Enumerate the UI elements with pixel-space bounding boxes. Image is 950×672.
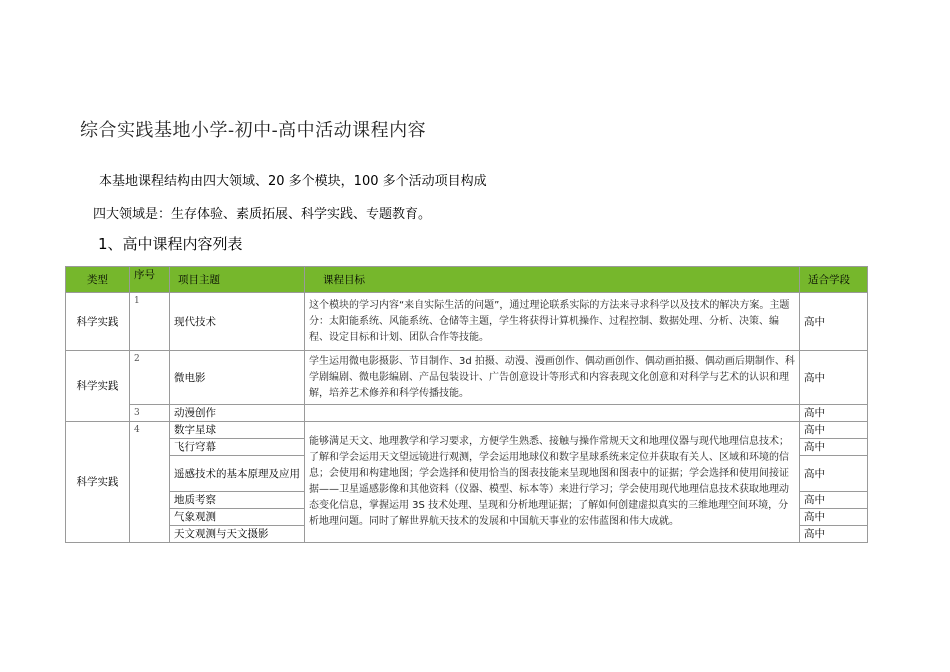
seq-cell: 2 (130, 351, 170, 405)
header-topic: 项目主题 (170, 267, 305, 293)
topic-cell: 动漫创作 (170, 405, 305, 422)
topic-cell: 遥感技术的基本原理及应用 (170, 456, 305, 492)
table-row (66, 293, 868, 351)
goal-cell: 能够满足天文、地理教学和学习要求，方便学生熟悉、接触与操作常规天文和地理仪器与现代地理信息技术；了解和学会运用天文望远镜进行观测，学会运用地球仪和数字星球系统来定位并获取有关人、区域和环境的信息；会使用和构建地图；学会选择和使用恰当的图表技能来呈现地图和图表中的证据；学会选择和使用间接证据——卫星遥感影像和其他资料（仪器、模型、标本等）来进行学习；学会使用现代地理信息技术获取地理动态变化信息，掌握运用 3S 技术处理、呈现和分析地理证据；了解如何创建虚拟真实的三维地理空间环境，分析地理问题。同时了解世界航天技术的发展和中国航天事业的宏伟蓝图和伟大成就。 (305, 422, 800, 543)
header-goal: 课程目标 (305, 267, 800, 293)
topic-cell: 地质考察 (170, 492, 305, 509)
topic-cell: 气象观测 (170, 509, 305, 526)
topic-cell: 天文观测与天文摄影 (170, 526, 305, 543)
topic-cell: 现代技术 (170, 293, 305, 351)
level-cell: 高中 (800, 509, 868, 526)
table-row (66, 405, 868, 422)
category-cell: 科学实践 (66, 293, 130, 351)
seq-cell: 4 (130, 422, 170, 543)
topic-cell: 飞行穹幕 (170, 439, 305, 456)
level-cell: 高中 (800, 526, 868, 543)
level-cell: 高中 (800, 456, 868, 492)
topic-cell: 微电影 (170, 351, 305, 405)
table-row (66, 351, 868, 405)
document-title: 综合实践基地小学-初中-高中活动课程内容 (80, 120, 427, 141)
topic-cell: 数字星球 (170, 422, 305, 439)
domains-text: 四大领域是：生存体验、素质拓展、科学实践、专题教育。 (93, 207, 432, 222)
seq-cell: 1 (130, 293, 170, 351)
level-cell: 高中 (800, 351, 868, 405)
level-cell: 高中 (800, 492, 868, 509)
goal-cell (305, 405, 800, 422)
seq-cell: 3 (130, 405, 170, 422)
level-cell: 高中 (800, 422, 868, 439)
category-cell: 科学实践 (66, 351, 130, 422)
header-seq: 序号 (130, 267, 170, 293)
header-category: 类型 (66, 267, 130, 293)
table-header-row (66, 267, 868, 293)
section-heading: 1、高中课程内容列表 (98, 235, 243, 253)
goal-cell: 这个模块的学习内容“来自实际生活的问题”，通过理论联系实际的方法来寻求科学以及技术的解决方案。主题分：太阳能系统、风能系统、仓储等主题，学生将获得计算机操作、过程控制、数据处理、分析、决策、编程、设定目标和计划、团队合作等技能。 (305, 293, 800, 351)
level-cell: 高中 (800, 405, 868, 422)
header-level: 适合学段 (800, 267, 868, 293)
intro-text: 本基地课程结构由四大领域、20 多个模块，100 多个活动项目构成 (99, 174, 487, 189)
table-row (66, 422, 868, 439)
category-cell: 科学实践 (66, 422, 130, 543)
level-cell: 高中 (800, 293, 868, 351)
course-table (65, 266, 868, 543)
level-cell: 高中 (800, 439, 868, 456)
goal-cell: 学生运用微电影摄影、节目制作、3d 拍摄、动漫、漫画创作、偶动画创作、偶动画拍摄、偶动画后期制作、科学剧编剧、微电影编剧、产品包装设计、广告创意设计等形式和内容表现文化创意和对科学与艺术的认识和理解，培养艺术修养和科学传播技能。 (305, 351, 800, 405)
